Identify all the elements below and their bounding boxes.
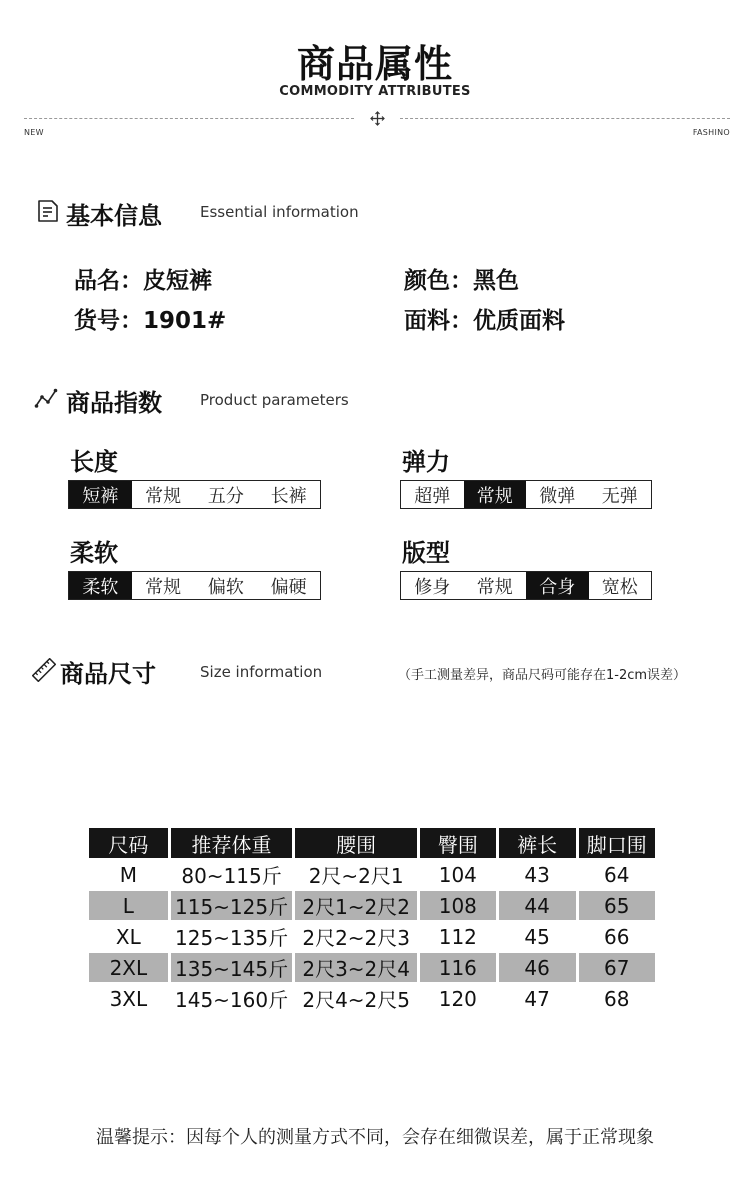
footer-tip: 温馨提示：因每个人的测量方式不同，会存在细微误差，属于正常现象 xyxy=(96,1127,654,1148)
column-header: 臀围 xyxy=(420,828,496,858)
product-color: 颜色：黑色 xyxy=(404,268,519,294)
elastic-option: 无弹 xyxy=(601,485,638,507)
table-cell: 125~135斤 xyxy=(175,926,289,950)
elastic-options xyxy=(400,480,652,509)
corner-label-new: NEW xyxy=(24,128,44,137)
size-subtitle: Size information xyxy=(200,663,323,681)
table-cell: L xyxy=(89,891,168,920)
table-cell: 3XL xyxy=(109,986,148,1011)
length-label: 长度 xyxy=(70,448,118,476)
table-cell: 135~145斤 xyxy=(171,953,293,982)
size-measure-note: （手工测量差异，商品尺码可能存在1-2cm误差） xyxy=(398,668,687,683)
table-cell: 2尺3~2尺4 xyxy=(295,953,417,982)
table-cell: 120 xyxy=(438,986,477,1011)
table-cell: 46 xyxy=(499,953,576,982)
size-table-header xyxy=(89,828,655,858)
length-options xyxy=(68,480,321,509)
length-option: 短裤 xyxy=(69,481,132,508)
softness-label: 柔软 xyxy=(70,539,118,567)
column-header: 脚口围 xyxy=(579,828,656,858)
table-cell: 43 xyxy=(524,862,550,887)
elastic-option: 超弹 xyxy=(414,485,451,507)
length-option: 长裤 xyxy=(270,485,307,507)
table-cell: 2XL xyxy=(89,953,168,982)
table-cell: 67 xyxy=(579,953,656,982)
length-option: 五分 xyxy=(207,485,244,507)
table-cell: 112 xyxy=(438,924,477,949)
trend-line-icon xyxy=(34,386,58,410)
table-cell: 2尺~2尺1 xyxy=(308,864,404,888)
elastic-label: 弹力 xyxy=(402,448,450,476)
size-table xyxy=(86,826,658,1015)
elastic-option: 微弹 xyxy=(539,485,576,507)
parameters-subtitle: Product parameters xyxy=(200,391,349,409)
document-icon xyxy=(36,199,60,223)
table-cell: 2尺2~2尺3 xyxy=(302,926,410,950)
size-title: 商品尺寸 xyxy=(60,660,156,688)
table-row xyxy=(89,922,655,951)
product-fabric: 面料：优质面料 xyxy=(404,308,565,334)
table-cell: 68 xyxy=(604,986,630,1011)
table-cell: XL xyxy=(115,924,141,949)
length-option: 常规 xyxy=(145,485,182,507)
column-header: 裤长 xyxy=(499,828,576,858)
table-cell: 145~160斤 xyxy=(175,988,289,1012)
table-cell: 65 xyxy=(579,891,656,920)
corner-label-fashino: FASHINO xyxy=(692,128,730,137)
fit-option: 宽松 xyxy=(601,576,638,598)
page-subtitle: COMMODITY ATTRIBUTES xyxy=(279,84,471,99)
table-cell: 80~115斤 xyxy=(181,864,282,888)
table-row xyxy=(89,984,655,1013)
fit-label: 版型 xyxy=(402,539,450,567)
product-item-no: 货号：1901# xyxy=(74,308,227,334)
table-row xyxy=(89,891,655,920)
table-cell: 47 xyxy=(524,986,550,1011)
fit-option: 合身 xyxy=(526,572,589,599)
divider-left xyxy=(24,118,354,119)
product-name: 品名：皮短裤 xyxy=(74,268,212,294)
table-cell: 108 xyxy=(420,891,496,920)
table-cell: 2尺1~2尺2 xyxy=(295,891,417,920)
table-cell: 64 xyxy=(604,862,630,887)
softness-option: 偏软 xyxy=(207,576,244,598)
table-cell: 45 xyxy=(524,924,550,949)
table-cell: 44 xyxy=(499,891,576,920)
softness-option: 偏硬 xyxy=(270,576,307,598)
softness-option: 常规 xyxy=(145,576,182,598)
column-header: 腰围 xyxy=(295,828,417,858)
column-header: 尺码 xyxy=(89,828,168,858)
table-cell: 104 xyxy=(438,862,477,887)
table-cell: M xyxy=(119,862,137,887)
softness-option: 柔软 xyxy=(69,572,132,599)
parameters-title: 商品指数 xyxy=(66,389,162,417)
column-header: 推荐体重 xyxy=(171,828,293,858)
table-cell: 115~125斤 xyxy=(171,891,293,920)
basic-info-title: 基本信息 xyxy=(66,202,162,230)
crosshair-icon xyxy=(370,111,385,126)
fit-options xyxy=(400,571,652,600)
table-row xyxy=(89,860,655,889)
page-title: 商品属性 xyxy=(296,42,453,86)
ruler-icon xyxy=(32,658,56,682)
fit-option: 修身 xyxy=(414,576,451,598)
table-cell: 2尺4~2尺5 xyxy=(302,988,410,1012)
divider-right xyxy=(400,118,730,119)
softness-options xyxy=(68,571,321,600)
basic-info-subtitle: Essential information xyxy=(200,203,359,221)
fit-option: 常规 xyxy=(476,576,513,598)
table-row xyxy=(89,953,655,982)
table-cell: 66 xyxy=(604,924,630,949)
elastic-option: 常规 xyxy=(464,481,527,508)
table-cell: 116 xyxy=(420,953,496,982)
